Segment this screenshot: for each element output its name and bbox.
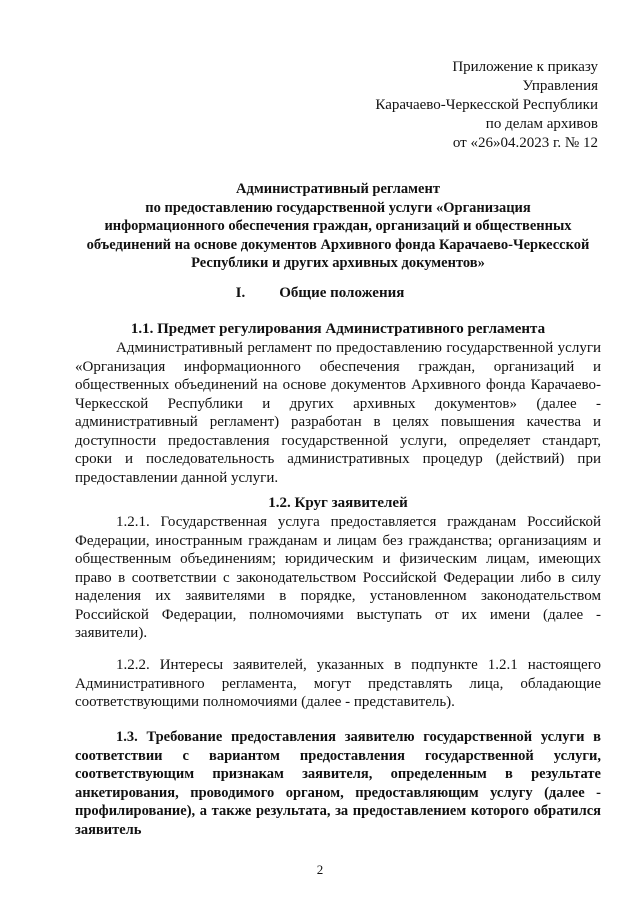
appendix-line: Приложение к приказу	[452, 59, 598, 75]
paragraph-1-2-2: 1.2.2. Интересы заявителей, указанных в подпункте 1.2.1 настоящего Административного регламента, могут представлять лица, обладающие соответствующими полномочиями (далее - представитель).	[75, 657, 601, 710]
page-number: 2	[316, 862, 324, 877]
appendix-line: Управления	[522, 78, 598, 94]
section-number: I.	[235, 285, 246, 301]
title-line: объединений на основе документов Архивного фонда Карачаево-Черкесской	[86, 236, 590, 253]
appendix-line: Карачаево-Черкесской Республики	[375, 97, 598, 113]
document-title	[70, 180, 606, 273]
section-title: Общие положения	[279, 285, 405, 301]
title-line: Республики и других архивных документов»	[191, 255, 485, 271]
appendix-line: от «26»04.2023 г. № 12	[452, 135, 598, 151]
paragraph-1-2-1: 1.2.1. Государственная услуга предоставляется гражданам Российской Федерации, иностранным гражданам и лицам без гражданства; организациям и общественным объединениям; юридическим и физическим лицам, имеющих право в соответствии с законодательством Российской Федерации либо в силу наделения их заявителями в порядке, установленном законодательством Российской Федерации, полномочиями выступать от их имени (далее - заявители).	[75, 514, 601, 641]
title-line: Административный регламент	[236, 181, 440, 197]
paragraph-1-1: Административный регламент по предоставлению государственной услуги «Организация информационного обеспечения граждан, организаций и общественных объединений на основе документов Архивного фонда Карачаево-Черкесской Республики и других архивных документов» (далее - административный регламент) разработан в целях повышения качества и доступности предоставления государственной услуги, определяет стандарт, сроки и последовательность административных процедур (действий) при предоставлении данной услуги.	[75, 340, 601, 486]
title-line: информационного обеспечения граждан, организаций и общественных	[104, 218, 572, 234]
subsection-heading-1-2: 1.2. Круг заявителей	[268, 495, 408, 511]
paragraph-1-3: 1.3. Требование предоставления заявителю государственной услуги в соответствии с вариантом предоставления государственной услуги, соответствующим признакам заявителя, определенным в результате анкетирования, проводимого органом, предоставляющим услугу (далее - профилирование), а также результата, за предоставлением которого обратился заявитель	[75, 729, 601, 838]
appendix-note	[375, 58, 598, 153]
appendix-line: по делам архивов	[485, 116, 598, 132]
title-line: по предоставлению государственной услуги «Организация	[145, 199, 531, 216]
subsection-heading-1-1: 1.1. Предмет регулирования Административного регламента	[130, 321, 546, 337]
section-heading	[0, 285, 640, 302]
